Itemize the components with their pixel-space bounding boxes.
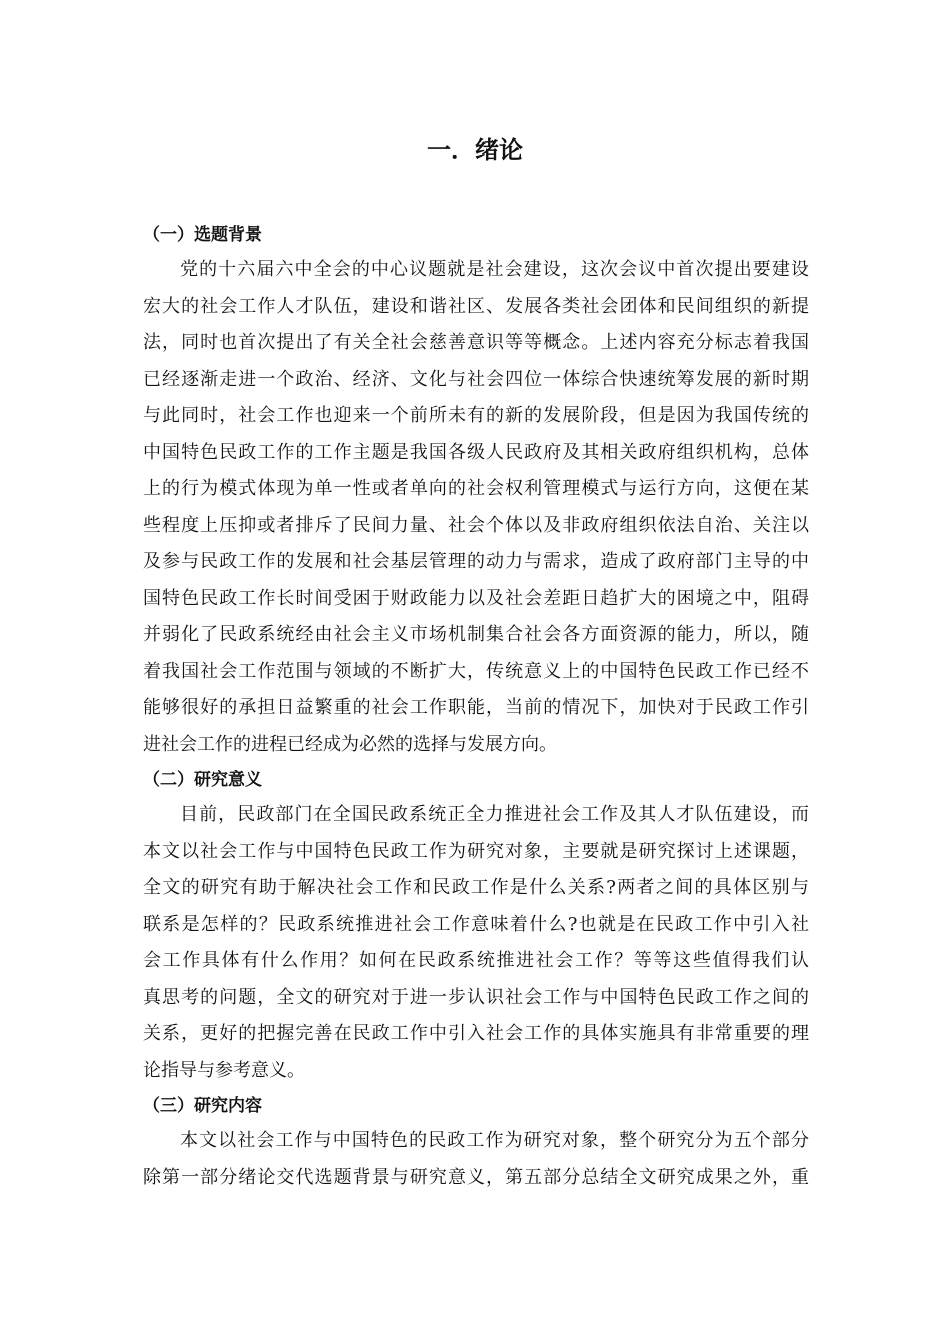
section-content bbox=[143, 1089, 809, 1196]
paragraph-line: 国特色民政工作长时间受困于财政能力以及社会差距日趋扩大的困境之中，阻碍 bbox=[143, 587, 809, 609]
section-heading: （三）研究内容 bbox=[143, 1096, 262, 1116]
paragraph-line: 宏大的社会工作人才队伍，建设和谐社区、发展各类社会团体和民间组织的新提 bbox=[143, 295, 809, 317]
paragraph-line: 全文的研究有助于解决社会工作和民政工作是什么关系?两者之间的具体区别与 bbox=[143, 877, 809, 898]
paragraph-line: 着我国社会工作范围与领域的不断扩大，传统意义上的中国特色民政工作已经不 bbox=[143, 660, 809, 682]
paragraph-line: 法，同时也首次提出了有关全社会慈善意识等等概念。上述内容充分标志着我国 bbox=[143, 332, 809, 353]
paragraph-line: 能够很好的承担日益繁重的社会工作职能，当前的情况下，加快对于民政工作引 bbox=[143, 697, 809, 718]
paragraph-line: 并弱化了民政系统经由社会主义市场机制集合社会各方面资源的能力，所以，随 bbox=[143, 624, 809, 645]
paragraph-line: 中国特色民政工作的工作主题是我国各级人民政府及其相关政府组织机构，总体 bbox=[143, 441, 809, 463]
chapter-title: 一．绪论 bbox=[427, 136, 523, 164]
paragraph-line: 论指导与参考意义。 bbox=[143, 1059, 305, 1081]
section-significance bbox=[143, 763, 809, 1089]
section-background bbox=[143, 218, 809, 763]
paragraph-line: 进社会工作的进程已经成为必然的选择与发展方向。 bbox=[143, 733, 557, 755]
paragraph-line: 及参与民政工作的发展和社会基层管理的动力与需求，造成了政府部门主导的中 bbox=[143, 551, 809, 572]
paragraph-line: 关系，更好的把握完善在民政工作中引入社会工作的具体实施具有非常重要的理 bbox=[143, 1023, 809, 1044]
section-heading: （一）选题背景 bbox=[143, 225, 262, 245]
paragraph-line: 除第一部分绪论交代选题背景与研究意义，第五部分总结全文研究成果之外，重 bbox=[143, 1166, 809, 1188]
paragraph-line: 本文以社会工作与中国特色民政工作为研究对象，主要就是研究探讨上述课题， bbox=[143, 840, 809, 862]
paragraph-line: 上的行为模式体现为单一性或者单向的社会权利管理模式与运行方向，这便在某 bbox=[143, 478, 809, 499]
paragraph-line: 本文以社会工作与中国特色的民政工作为研究对象，整个研究分为五个部分 bbox=[180, 1130, 809, 1151]
paragraph-line: 联系是怎样的？民政系统推进社会工作意味着什么?也就是在民政工作中引入社 bbox=[143, 913, 809, 935]
paragraph-line: 真思考的问题，全文的研究对于进一步认识社会工作与中国特色民政工作之间的 bbox=[143, 986, 809, 1008]
paragraph-line: 党的十六届六中全会的中心议题就是社会建设，这次会议中首次提出要建设 bbox=[180, 259, 809, 280]
paragraph-line: 与此同时，社会工作也迎来一个前所未有的新的发展阶段，但是因为我国传统的 bbox=[143, 405, 809, 426]
paragraph-line: 些程度上压抑或者排斥了民间力量、社会个体以及非政府组织依法自治、关注以 bbox=[143, 514, 809, 536]
paragraph-line: 会工作具体有什么作用？如何在民政系统推进社会工作？等等这些值得我们认 bbox=[143, 950, 809, 971]
paragraph-line: 已经逐渐走进一个政治、经济、文化与社会四位一体综合快速统筹发展的新时期 bbox=[143, 368, 809, 390]
body-text bbox=[143, 218, 809, 1196]
paragraph-line: 目前，民政部门在全国民政系统正全力推进社会工作及其人才队伍建设，而 bbox=[180, 804, 809, 825]
section-heading: （二）研究意义 bbox=[143, 770, 262, 790]
